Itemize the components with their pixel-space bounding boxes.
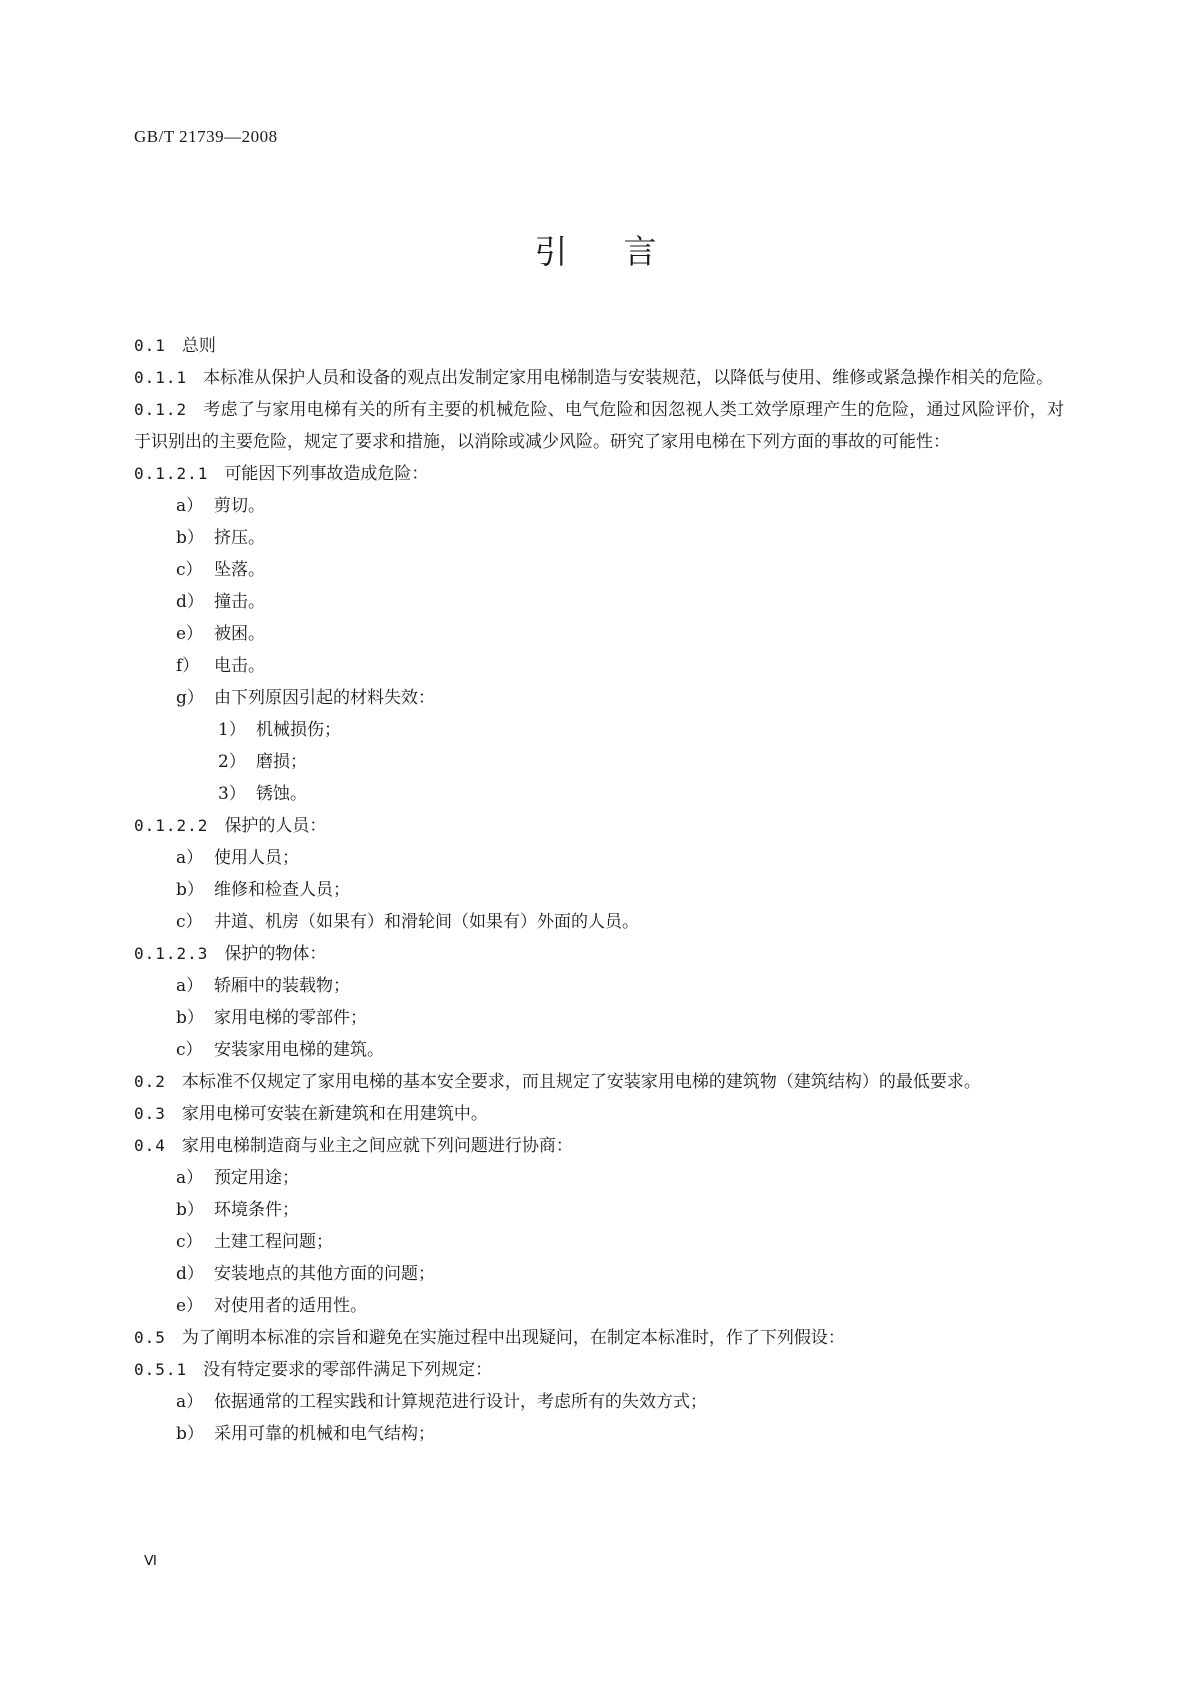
list-item-text: 剪切。 (214, 496, 265, 516)
list-item-text: 使用人员； (214, 848, 299, 868)
list-item (134, 554, 1064, 586)
list-marker: 2） (218, 752, 246, 772)
list-marker: b） (176, 1424, 204, 1444)
section-0-2 (134, 1066, 1064, 1098)
page-number: Ⅵ (144, 1554, 157, 1569)
standard-code: GB/T 21739—2008 (134, 127, 278, 146)
list-item-text: 家用电梯的零部件； (214, 1008, 367, 1028)
list-item (134, 1290, 1064, 1322)
list-item (134, 874, 1064, 906)
list-marker: b） (176, 528, 204, 548)
section-number: 0.1.2.2 (134, 816, 209, 835)
list-marker: e） (176, 624, 204, 644)
list-item (134, 650, 1064, 682)
sub-list-item (134, 778, 1064, 810)
list-marker: b） (176, 880, 204, 900)
list-item (134, 906, 1064, 938)
list-item (134, 490, 1064, 522)
list-item-text: 安装家用电梯的建筑。 (214, 1040, 384, 1060)
paragraph-text: 本标准从保护人员和设备的观点出发制定家用电梯制造与安装规范，以降低与使用、维修或紧急操作相关的危险。 (203, 368, 1054, 388)
section-number: 0.1 (134, 336, 166, 355)
paragraph-text: 可能因下列事故造成危险： (224, 464, 429, 484)
introduction-body (134, 330, 1064, 1450)
section-number: 0.5.1 (134, 1360, 188, 1379)
list-item-text: 机械损伤； (256, 720, 341, 740)
paragraph-text: 保护的物体： (224, 944, 327, 964)
list-item (134, 1386, 1064, 1418)
paragraph-text: 考虑了与家用电梯有关的所有主要的机械危险、电气危险和因忽视人类工效学原理产生的危险，通过风险评价，对于识别出的主要危险，规定了要求和措施，以消除或减少风险。研究了家用电梯在下列方面的事故的可能性： (134, 400, 1064, 452)
list-item-text: 安装地点的其他方面的问题； (214, 1264, 435, 1284)
section-0-1-1 (134, 362, 1064, 394)
list-marker: a） (176, 1168, 204, 1188)
paragraph-text: 为了阐明本标准的宗旨和避免在实施过程中出现疑问，在制定本标准时，作了下列假设： (181, 1328, 845, 1348)
list-item-text: 磨损； (256, 752, 307, 772)
section-0-5 (134, 1322, 1064, 1354)
list-item-text: 撞击。 (214, 592, 265, 612)
section-number: 0.3 (134, 1104, 166, 1123)
list-marker: a） (176, 496, 204, 516)
list-item (134, 1194, 1064, 1226)
list-item-text: 维修和检查人员； (214, 880, 350, 900)
section-0-1 (134, 330, 1064, 362)
list-marker: c） (176, 560, 203, 580)
list-item-text: 由下列原因引起的材料失效： (214, 688, 435, 708)
list-item (134, 1034, 1064, 1066)
section-0-4 (134, 1130, 1064, 1162)
section-number: 0.4 (134, 1136, 166, 1155)
list-marker: f） (176, 656, 200, 676)
section-number: 0.1.1 (134, 368, 188, 387)
list-item-text: 预定用途； (214, 1168, 299, 1188)
section-number: 0.2 (134, 1072, 166, 1091)
section-number: 0.1.2.1 (134, 464, 209, 483)
list-item (134, 586, 1064, 618)
section-0-1-2-3 (134, 938, 1064, 970)
list-item (134, 1418, 1064, 1450)
paragraph-text: 保护的人员： (224, 816, 327, 836)
list-item-text: 土建工程问题； (214, 1232, 333, 1252)
list-marker: a） (176, 848, 204, 868)
list-marker: a） (176, 976, 204, 996)
list-item (134, 522, 1064, 554)
list-marker: c） (176, 912, 203, 932)
paragraph-text: 没有特定要求的零部件满足下列规定： (203, 1360, 493, 1380)
section-0-1-2-2 (134, 810, 1064, 842)
list-marker: c） (176, 1040, 203, 1060)
list-marker: b） (176, 1008, 204, 1028)
list-marker: d） (176, 1264, 204, 1284)
section-0-1-2-1 (134, 458, 1064, 490)
list-item (134, 682, 1064, 714)
list-item (134, 1162, 1064, 1194)
list-marker: e） (176, 1296, 204, 1316)
list-item-text: 井道、机房（如果有）和滑轮间（如果有）外面的人员。 (214, 912, 639, 932)
list-marker: d） (176, 592, 204, 612)
list-item-text: 被困。 (214, 624, 265, 644)
sub-list-item (134, 746, 1064, 778)
page-title: 引言 (534, 232, 713, 271)
list-marker: a） (176, 1392, 204, 1412)
list-item-text: 依据通常的工程实践和计算规范进行设计，考虑所有的失效方式； (214, 1392, 707, 1412)
list-item (134, 618, 1064, 650)
list-item-text: 轿厢中的装载物； (214, 976, 350, 996)
section-0-3 (134, 1098, 1064, 1130)
section-number: 0.5 (134, 1328, 166, 1347)
list-item (134, 1226, 1064, 1258)
paragraph-text: 本标准不仅规定了家用电梯的基本安全要求，而且规定了安装家用电梯的建筑物（建筑结构）的最低要求。 (181, 1072, 981, 1092)
list-marker: c） (176, 1232, 203, 1252)
paragraph-text: 家用电梯制造商与业主之间应就下列问题进行协商： (181, 1136, 573, 1156)
list-marker: b） (176, 1200, 204, 1220)
list-marker: g） (176, 688, 204, 708)
list-item-text: 电击。 (214, 656, 265, 676)
section-number: 0.1.2 (134, 400, 188, 419)
list-item (134, 970, 1064, 1002)
list-item (134, 1258, 1064, 1290)
list-item-text: 环境条件； (214, 1200, 299, 1220)
list-marker: 3） (218, 784, 246, 804)
sub-list-item (134, 714, 1064, 746)
list-item (134, 842, 1064, 874)
section-0-1-2 (134, 394, 1064, 458)
list-item-text: 对使用者的适用性。 (214, 1296, 367, 1316)
list-item-text: 坠落。 (214, 560, 265, 580)
paragraph-text: 家用电梯可安装在新建筑和在用建筑中。 (181, 1104, 488, 1124)
list-item-text: 锈蚀。 (256, 784, 307, 804)
section-0-5-1 (134, 1354, 1064, 1386)
list-item-text: 挤压。 (214, 528, 265, 548)
list-marker: 1） (218, 720, 246, 740)
section-number: 0.1.2.3 (134, 944, 209, 963)
list-item (134, 1002, 1064, 1034)
list-item-text: 采用可靠的机械和电气结构； (214, 1424, 435, 1444)
section-heading: 总则 (181, 336, 216, 356)
